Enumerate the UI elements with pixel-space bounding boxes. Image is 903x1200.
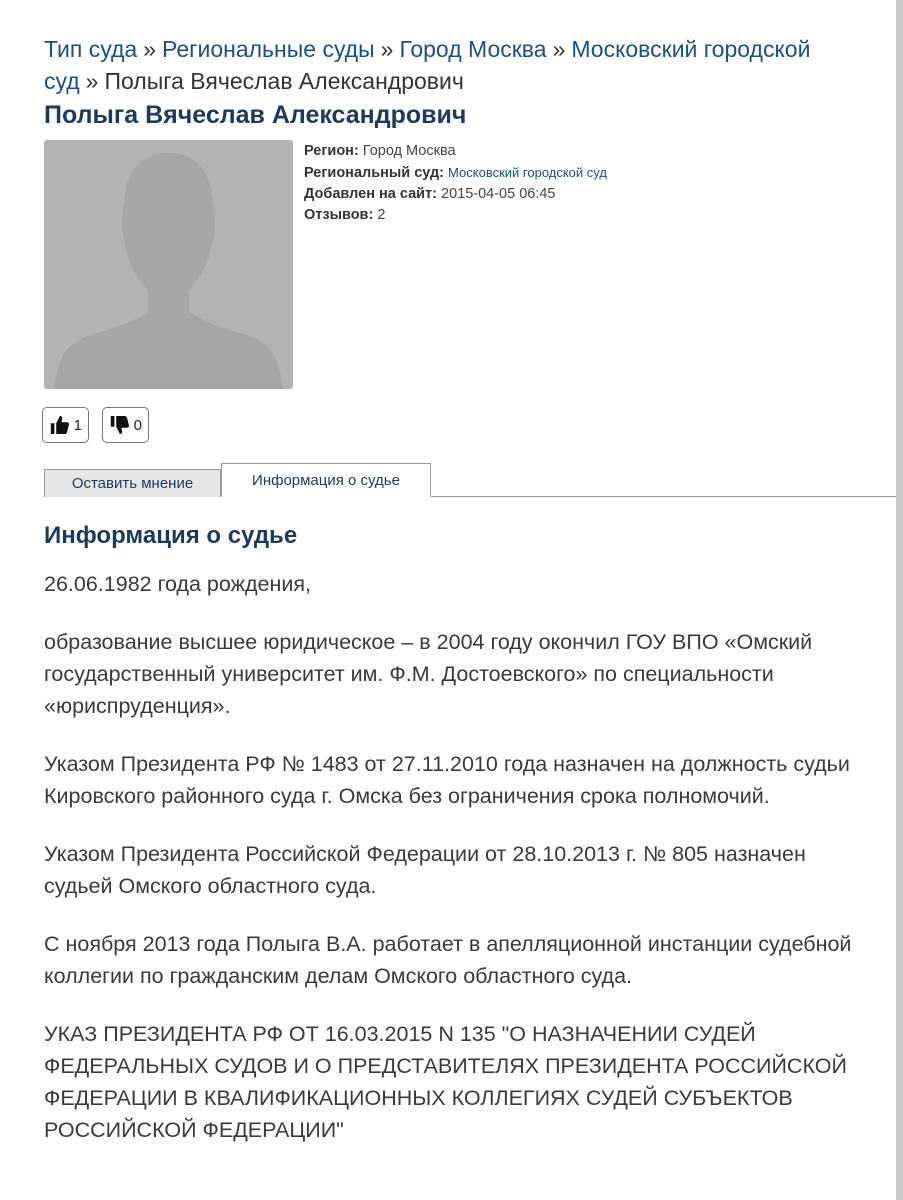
page-title: Полыга Вячеслав Александрович [44,101,467,129]
info-paragraph: Указом Президента РФ № 1483 от 27.11.2010 года назначен на должность судьи Кировского районного суда г. Омска без ограничения срока полномочий. [44,752,850,808]
dislike-count: 0 [133,416,142,434]
breadcrumb-current: Полыга Вячеслав Александрович [104,68,464,94]
thumbs-up-icon [49,414,71,436]
breadcrumb-separator: » [143,36,156,62]
breadcrumb [44,33,894,97]
section-title: Информация о судье [44,522,298,549]
person-silhouette-icon [44,140,293,389]
breadcrumb-separator: » [85,68,99,94]
region-label: Регион: [304,143,359,159]
region-row [304,141,607,162]
reviews-label: Отзывов: [304,207,374,223]
court-label: Региональный суд: [304,165,445,181]
info-paragraph: 26.06.1982 года рождения, [44,572,311,596]
added-row [304,184,607,205]
tab-judge-info[interactable]: Информация о судье [221,463,431,497]
added-value: 2015-04-05 06:45 [441,186,556,202]
judge-info-content [44,568,896,1172]
reviews-value: 2 [377,207,386,223]
court-row [304,162,607,184]
breadcrumb-separator: » [380,36,394,62]
tab-leave-opinion[interactable]: Оставить мнение [44,469,221,497]
reviews-row [304,205,607,226]
judge-meta [304,141,607,226]
breadcrumb-link-regional-courts[interactable]: Региональные суды [161,36,375,62]
breadcrumb-separator: » [552,36,566,62]
breadcrumb-link-court-type[interactable]: Тип суда [44,36,138,62]
thumbs-down-icon [109,414,131,436]
breadcrumb-link-moscow[interactable]: Город Москва [399,36,547,62]
info-paragraph: Указом Президента Российской Федерации от 28.10.2013 г. № 805 назначен судьей Омского областного суда. [44,842,806,898]
avatar [44,140,293,389]
region-value: Город Москва [362,143,456,159]
like-count: 1 [73,416,82,434]
like-button[interactable] [42,407,89,443]
info-paragraph: УКАЗ ПРЕЗИДЕНТА РФ ОТ 16.03.2015 N 135 "О НАЗНАЧЕНИИ СУДЕЙ ФЕДЕРАЛЬНЫХ СУДОВ И О ПРЕДСТАВИТЕЛЯХ ПРЕЗИДЕНТА РОССИЙСКОЙ ФЕДЕРАЦИИ В КВАЛИФИКАЦИОННЫХ КОЛЛЕГИЯХ СУДЕЙ СУБЪЕКТОВ РОССИЙСКОЙ ФЕДЕРАЦИИ" [44,1022,847,1142]
court-link[interactable]: Московский городской суд [448,165,607,180]
breadcrumb-link-moscow-city-court[interactable]: Московский городской суд [44,36,811,94]
info-paragraph: образование высшее юридическое – в 2004 году окончил ГОУ ВПО «Омский государственный университет им. Ф.М. Достоевского» по специальности «юриспруденция». [44,630,813,718]
added-label: Добавлен на сайт: [304,186,437,202]
dislike-button[interactable] [102,407,149,443]
info-paragraph: С ноября 2013 года Полыга В.А. работает в апелляционной инстанции судебной коллегии по гражданским делам Омского областного суда. [44,932,852,988]
